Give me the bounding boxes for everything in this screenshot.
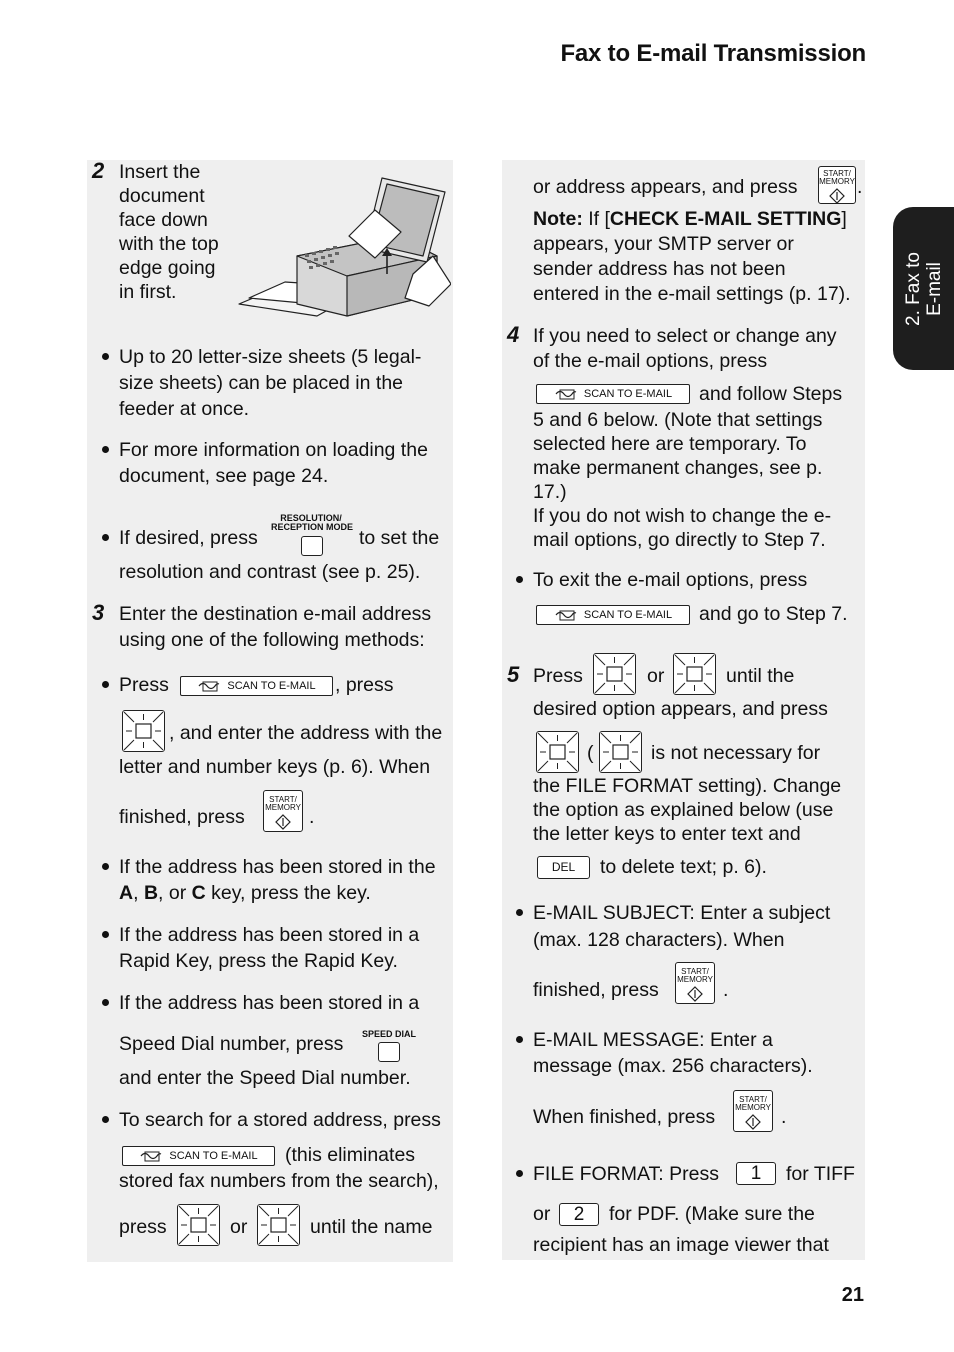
step-number: 5 [507,662,520,687]
chapter-side-tab [893,207,954,370]
resolution-key-caption: RESOLUTION/ RECEPTION MODE [271,513,354,532]
number-key-1-icon: 1 [736,1162,776,1185]
arrow-key-icon [257,1204,300,1246]
step-number: 3 [92,600,105,625]
bullet [102,1116,109,1123]
number-key-2-icon: 2 [559,1203,599,1226]
bullet [102,534,109,541]
bullet [102,999,109,1006]
scan-to-email-key-icon: SCAN TO E-MAIL [536,605,690,625]
bullet [102,353,109,360]
step-number: 2 [92,158,105,183]
bullet [516,576,523,583]
arrow-key-icon [122,710,165,752]
bullet [516,1036,523,1043]
del-key-icon: DEL [537,856,590,879]
scan-to-email-key-icon: SCAN TO E-MAIL [122,1146,275,1166]
bullet [516,1170,523,1177]
note: Note: If [CHECK E-MAIL SETTING] [533,208,847,230]
left-column: 2 Insert the document face down with the top edge going in first. Up to 20 letter-size sheets (5 legal- size sheets) can be placed in the feeder at once. For more information on loading the document, see page 24. If desired, press RESOLUTION/ RECEPTION MODE to set the resolution and contrast (see p. 25). 3 Enter the destination e-mail address using one of the following methods: Press SCAN TO E-MAIL , press , and enter the address with the letter and number keys (p. 6). When finished, press START/ MEMORY . If the address has been stored in the A, B, or C key, press the key. If the address has been stored in a Rapid Key, press the Rapid Key. If the address has been stored in a Speed Dial number, press SPEED DIAL and enter the Speed Dial number. To search for a stored address, press SCAN TO E-MAIL (this eliminates stored fax numbers from the search), press or until the name [87,160,453,1262]
bullet [102,931,109,938]
start-memory-key-icon: START/ MEMORY [733,1090,773,1132]
fax-machine-illustration [237,176,451,328]
scan-to-email-key-icon: SCAN TO E-MAIL [536,384,690,404]
arrow-key-icon [536,731,579,773]
bullet [516,909,523,916]
start-memory-key-icon: START/ MEMORY [675,962,715,1004]
right-column: or address appears, and press START/ MEMORY . Note: If [CHECK E-MAIL SETTING] appears, your SMTP server or sender address has not been entered in the e-mail settings (p. 17). 4 If you need to select or change any of the e-mail options, press SCAN TO E-MAIL and follow Steps 5 and 6 below. (Note that settings selected here are temporary. To make permanent changes, see p. 17.) If you do not wish to change the e- mail options, go directly to Step 7. To exit the e-mail options, press SCAN TO E-MAIL and go to Step 7. 5 Press or until the desired option appears, and press ( is not necessary for the FILE FORMAT setting). Change the option as explained below (use the letter keys to enter text and DEL to delete text; p. 6). E-MAIL SUBJECT: Enter a subject (max. 128 characters). When finished, press START/ MEMORY . E-MAIL MESSAGE: Enter a message (max. 256 characters). When finished, press START/ MEMORY . FILE FORMAT: Press 1 for TIFF or 2 for PDF. (Make sure the recipient has an image viewer that [502,160,865,1260]
bullet [102,863,109,870]
start-memory-key-icon: START/ MEMORY [263,790,303,832]
start-memory-key-icon: START/ MEMORY [818,166,856,204]
page-number: 21 [841,1284,864,1306]
resolution-key-icon [301,536,323,556]
scan-to-email-key-icon: SCAN TO E-MAIL [180,676,333,696]
arrow-key-icon [673,653,716,695]
bullet [102,446,109,453]
bullet [102,681,109,688]
page-title: Fax to E-mail Transmission [560,40,866,67]
side-tab-label: 2. Fax to E-mail [902,251,945,326]
step-number: 4 [507,322,520,347]
arrow-key-icon [599,731,642,773]
speed-dial-key-icon [378,1042,400,1062]
arrow-key-icon [177,1204,220,1246]
arrow-key-icon [593,653,636,695]
speed-dial-key-caption: SPEED DIAL [361,1029,416,1039]
